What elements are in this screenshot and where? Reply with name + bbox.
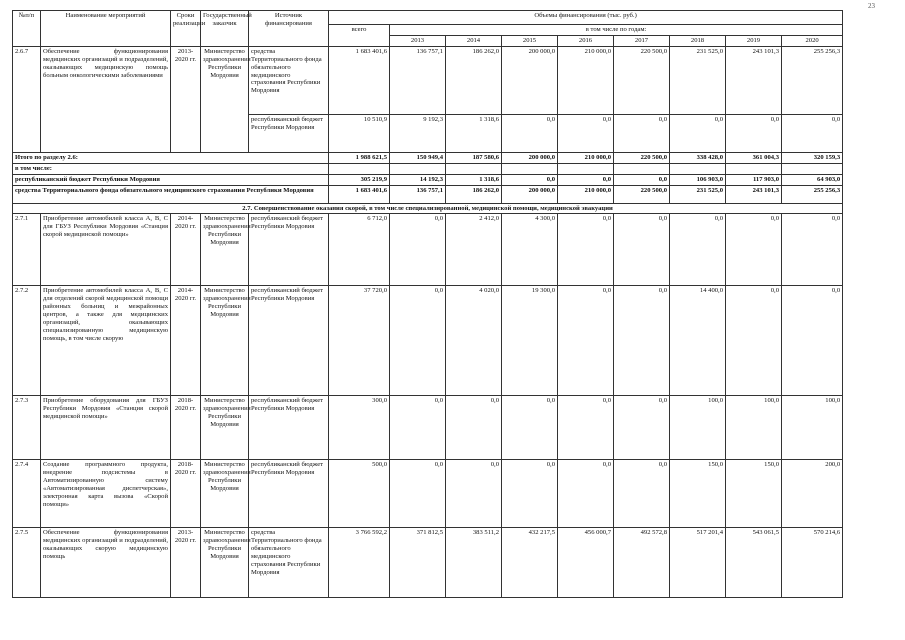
row-year-value: 0,0	[558, 396, 614, 460]
row-year-value: 186 262,0	[446, 46, 502, 114]
row-year-value: 100,0	[670, 396, 726, 460]
row-num: 2.7.2	[13, 286, 41, 396]
totals-year-value: 220 500,0	[614, 152, 670, 163]
row-source: республиканский бюджет Республики Мордовия	[249, 214, 329, 286]
header-volumes: Объемы финансирования (тыс. руб.)	[329, 11, 843, 25]
row-customer: Министерство здравоохранения Республики Мордовия	[201, 396, 249, 460]
totals-rb-year-value: 0,0	[558, 174, 614, 185]
row-year-value: 136 757,1	[390, 46, 446, 114]
row-year-value: 0,0	[782, 214, 843, 286]
row-year-value: 0,0	[558, 114, 614, 152]
row-name: Создание программного продукта, внедрение подсистемы в Автоматизированную систему «Автоматизированная диспетчерская», электронная карта вызова «Скорой помощи»	[41, 460, 171, 528]
table-row	[13, 528, 843, 598]
totals-tfoms-year-value: 220 500,0	[614, 185, 670, 203]
row-source: республиканский бюджет Республики Мордовия	[249, 460, 329, 528]
row-source: средства Территориального фонда обязательного медицинского страхования Республики Мордовия	[249, 528, 329, 598]
totals-rb-total: 305 219,9	[329, 174, 390, 185]
row-year-value: 220 500,0	[614, 46, 670, 114]
row-customer: Министерство здравоохранения Республики Мордовия	[201, 460, 249, 528]
row-total: 6 712,0	[329, 214, 390, 286]
totals-tfoms-year-value: 136 757,1	[390, 185, 446, 203]
row-name: Обеспечение функционирования медицинских организаций и подразделений, оказывающих медицинскую помощь больным онкологическими заболеваниями	[41, 46, 171, 152]
totals-tfoms-row	[13, 185, 843, 203]
row-year-value: 0,0	[782, 286, 843, 396]
row-year-value: 0,0	[502, 114, 558, 152]
header-total: всего	[329, 25, 390, 47]
row-year-value: 243 101,3	[726, 46, 782, 114]
totals-tfoms-total: 1 683 401,6	[329, 185, 390, 203]
row-year-value: 100,0	[782, 396, 843, 460]
row-year-value: 0,0	[558, 286, 614, 396]
row-year-value: 383 511,2	[446, 528, 502, 598]
page-number: 23	[868, 2, 875, 10]
row-year-value: 0,0	[558, 214, 614, 286]
totals-year-value: 187 580,6	[446, 152, 502, 163]
row-year-value: 456 000,7	[558, 528, 614, 598]
row-year-value: 14 400,0	[670, 286, 726, 396]
row-year-value: 492 572,8	[614, 528, 670, 598]
row-year-value: 0,0	[670, 214, 726, 286]
row-term: 2018-2020 гг.	[171, 396, 201, 460]
row-name: Приобретение автомобилей класса А, В, С для отделений скорой медицинской помощи районных больниц и межрайонных центров, а также для медицинских организаций, оказывающих специализированную медицинскую помощь, в том числе скорую	[41, 286, 171, 396]
row-year-value: 0,0	[614, 396, 670, 460]
row-source: республиканский бюджет Республики Мордовия	[249, 396, 329, 460]
row-customer: Министерство здравоохранения Республики Мордовия	[201, 214, 249, 286]
row-num: 2.7.1	[13, 214, 41, 286]
row-term: 2013-2020 гг.	[171, 46, 201, 152]
totals-label: Итого по разделу 2.6:	[13, 152, 329, 163]
row-name: Приобретение автомобилей класса А, В, С для ГБУЗ Республики Мордовия «Станция скорой медицинской помощи»	[41, 214, 171, 286]
row-year-value: 0,0	[614, 460, 670, 528]
header-year: 2016	[558, 35, 614, 46]
row-year-value: 0,0	[614, 214, 670, 286]
totals-year-value: 200 000,0	[502, 152, 558, 163]
row-year-value: 0,0	[390, 460, 446, 528]
header-by-year: в том числе по годам:	[390, 25, 843, 36]
totals-year-value: 210 000,0	[558, 152, 614, 163]
row-year-value: 0,0	[390, 396, 446, 460]
table-row	[13, 214, 843, 286]
totals-tfoms-year-value: 200 000,0	[502, 185, 558, 203]
totals-row	[13, 152, 843, 163]
row-year-value: 200,0	[782, 460, 843, 528]
header-source: Источник финансирования	[249, 11, 329, 47]
row-total: 1 683 401,6	[329, 46, 390, 114]
row-year-value: 0,0	[558, 460, 614, 528]
row-year-value: 432 217,5	[502, 528, 558, 598]
row-year-value: 543 061,5	[726, 528, 782, 598]
totals-rb-year-value: 64 903,0	[782, 174, 843, 185]
row-year-value: 150,0	[670, 460, 726, 528]
row-total: 500,0	[329, 460, 390, 528]
row-name: Обеспечение функционирования медицинских организаций и подразделений, оказывающих скорую медицинскую помощь	[41, 528, 171, 598]
row-num: 2.7.4	[13, 460, 41, 528]
row-year-value: 0,0	[446, 396, 502, 460]
row-year-value: 0,0	[782, 114, 843, 152]
totals-tfoms-year-value: 231 525,0	[670, 185, 726, 203]
header-name: Наименование мероприятий	[41, 11, 171, 47]
section-title: 2.7. Совершенствование оказания скорой, в том числе специализированной, медицинской помощи, медицинской эвакуации	[13, 203, 843, 214]
table-row	[13, 396, 843, 460]
row-total: 37 720,0	[329, 286, 390, 396]
totals-tfoms-year-value: 255 256,3	[782, 185, 843, 203]
table-row	[13, 46, 843, 114]
header-year: 2017	[614, 35, 670, 46]
row-year-value: 100,0	[726, 396, 782, 460]
row-num: 2.7.5	[13, 528, 41, 598]
header-year: 2020	[782, 35, 843, 46]
header-year: 2013	[390, 35, 446, 46]
totals-tfoms-label: средства Территориального фонда обязательного медицинского страхования Республики Мордовия	[13, 185, 329, 203]
totals-incl-row	[13, 163, 843, 174]
totals-rb-year-value: 0,0	[614, 174, 670, 185]
header-terms: Сроки реализации	[171, 11, 201, 47]
row-source: средства Территориального фонда обязательного медицинского страхования Республики Мордовия	[249, 46, 329, 114]
row-total: 3 766 592,2	[329, 528, 390, 598]
row-year-value: 0,0	[502, 396, 558, 460]
row-year-value: 231 525,0	[670, 46, 726, 114]
header-year: 2015	[502, 35, 558, 46]
section-title-row	[13, 203, 843, 214]
row-total: 10 510,9	[329, 114, 390, 152]
header-year: 2018	[670, 35, 726, 46]
totals-tfoms-year-value: 186 262,0	[446, 185, 502, 203]
row-year-value: 0,0	[670, 114, 726, 152]
row-name: Приобретение оборудования для ГБУЗ Республики Мордовия «Станция скорой медицинской помощи»	[41, 396, 171, 460]
header-num: №п/п	[13, 11, 41, 47]
row-year-value: 0,0	[726, 214, 782, 286]
totals-rb-year-value: 106 903,0	[670, 174, 726, 185]
row-year-value: 210 000,0	[558, 46, 614, 114]
row-year-value: 4 020,0	[446, 286, 502, 396]
row-year-value: 0,0	[614, 286, 670, 396]
row-year-value: 9 192,3	[390, 114, 446, 152]
row-num: 2.7.3	[13, 396, 41, 460]
row-year-value: 1 318,6	[446, 114, 502, 152]
totals-incl-label: в том числе:	[13, 163, 329, 174]
row-year-value: 0,0	[390, 214, 446, 286]
row-year-value: 0,0	[614, 114, 670, 152]
totals-rb-year-value: 1 318,6	[446, 174, 502, 185]
row-year-value: 255 256,3	[782, 46, 843, 114]
row-year-value: 570 214,6	[782, 528, 843, 598]
row-term: 2018-2020 гг.	[171, 460, 201, 528]
totals-rb-label: республиканский бюджет Республики Мордовия	[13, 174, 329, 185]
row-year-value: 19 300,0	[502, 286, 558, 396]
financing-table	[12, 10, 843, 598]
header-customer: Государственный заказчик	[201, 11, 249, 47]
totals-year-value: 338 428,0	[670, 152, 726, 163]
table-row	[13, 460, 843, 528]
row-customer: Министерство здравоохранения Республики Мордовия	[201, 528, 249, 598]
totals-year-value: 320 159,3	[782, 152, 843, 163]
row-year-value: 0,0	[726, 114, 782, 152]
row-num: 2.6.7	[13, 46, 41, 152]
row-term: 2013-2020 гг.	[171, 528, 201, 598]
totals-rb-row	[13, 174, 843, 185]
row-year-value: 371 812,5	[390, 528, 446, 598]
table-row	[13, 286, 843, 396]
header-year: 2019	[726, 35, 782, 46]
totals-rb-year-value: 14 192,3	[390, 174, 446, 185]
row-year-value: 2 412,0	[446, 214, 502, 286]
row-year-value: 0,0	[726, 286, 782, 396]
totals-total: 1 988 621,5	[329, 152, 390, 163]
totals-year-value: 361 004,3	[726, 152, 782, 163]
row-year-value: 150,0	[726, 460, 782, 528]
totals-rb-year-value: 117 903,0	[726, 174, 782, 185]
header-row-1	[13, 11, 843, 25]
row-year-value: 4 300,0	[502, 214, 558, 286]
row-term: 2014-2020 гг.	[171, 214, 201, 286]
header-year: 2014	[446, 35, 502, 46]
row-year-value: 200 000,0	[502, 46, 558, 114]
row-term: 2014-2020 гг.	[171, 286, 201, 396]
row-customer: Министерство здравоохранения Республики Мордовия	[201, 46, 249, 152]
totals-tfoms-year-value: 210 000,0	[558, 185, 614, 203]
row-total: 300,0	[329, 396, 390, 460]
table-body	[13, 11, 843, 598]
row-year-value: 0,0	[502, 460, 558, 528]
totals-rb-year-value: 0,0	[502, 174, 558, 185]
row-year-value: 0,0	[390, 286, 446, 396]
row-year-value: 0,0	[446, 460, 502, 528]
row-year-value: 517 201,4	[670, 528, 726, 598]
row-customer: Министерство здравоохранения Республики Мордовия	[201, 286, 249, 396]
totals-year-value: 150 949,4	[390, 152, 446, 163]
row-source: республиканский бюджет Республики Мордовия	[249, 114, 329, 152]
row-source: республиканский бюджет Республики Мордовия	[249, 286, 329, 396]
totals-tfoms-year-value: 243 101,3	[726, 185, 782, 203]
